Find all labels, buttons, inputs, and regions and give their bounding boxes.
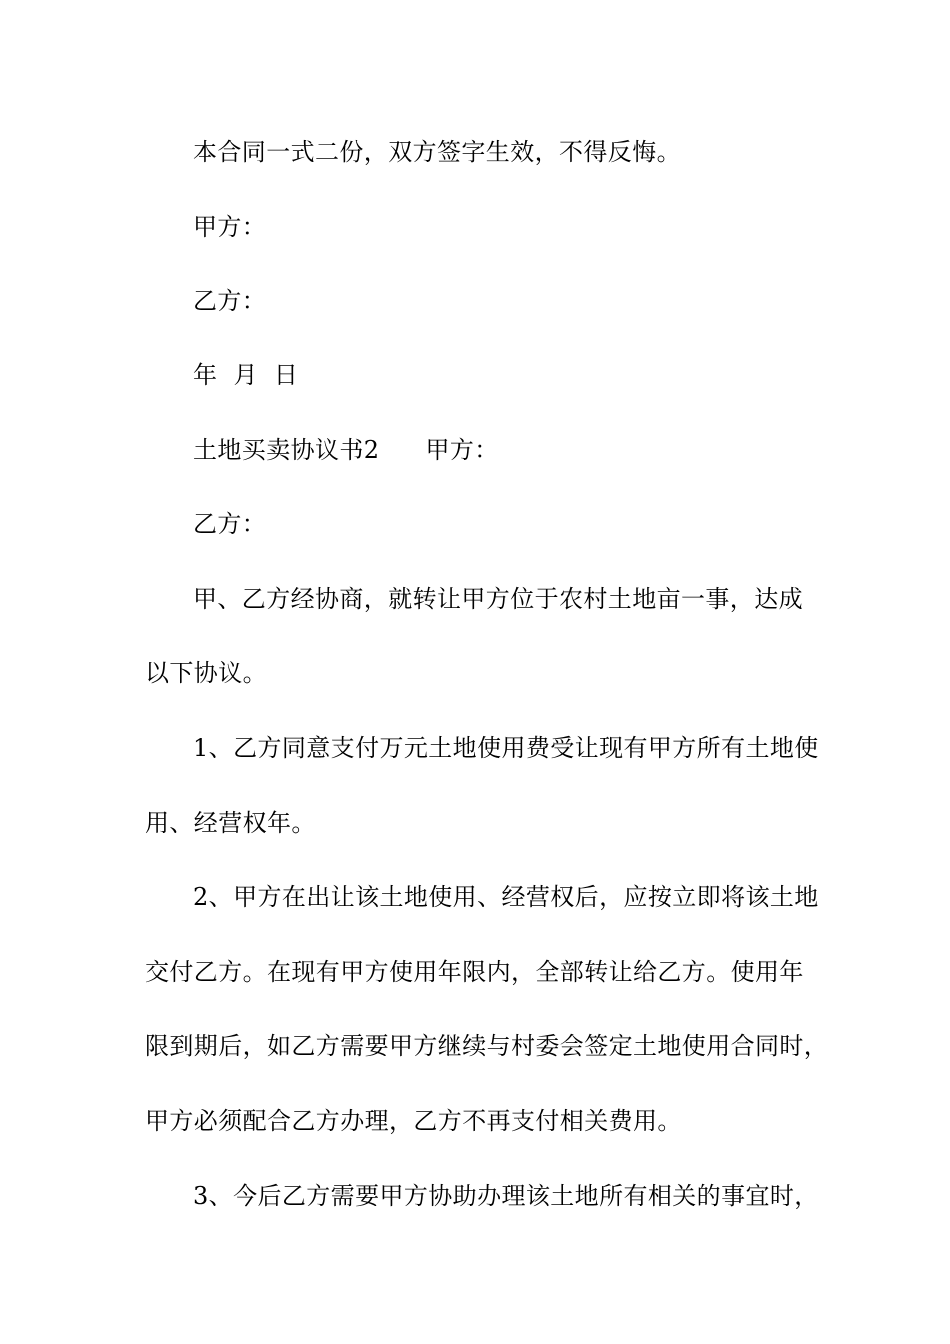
clause-3-line-1: 3、今后乙方需要甲方协助办理该土地所有相关的事宜时， bbox=[193, 1182, 819, 1210]
date-line: 年 月 日 bbox=[193, 361, 299, 389]
party-b-label: 乙方： bbox=[193, 287, 267, 315]
agreement-title-row bbox=[193, 435, 499, 465]
party-a-label: 甲方： bbox=[193, 213, 267, 241]
intro-paragraph-line-2: 以下协议。 bbox=[145, 659, 267, 687]
paragraph-copies-clause: 本合同一式二份，双方签字生效，不得反悔。 bbox=[193, 138, 681, 166]
intro-paragraph-line-1: 甲、乙方经协商，就转让甲方位于农村土地亩一事，达成 bbox=[193, 585, 803, 613]
agreement-title: 土地买卖协议书2 bbox=[193, 436, 380, 464]
party-b-label-2: 乙方： bbox=[193, 510, 267, 538]
clause-2-line-3: 限到期后，如乙方需要甲方继续与村委会签定土地使用合同时， bbox=[145, 1032, 829, 1060]
clause-2-line-1: 2、甲方在出让该土地使用、经营权后，应按立即将该土地 bbox=[193, 883, 819, 911]
clause-2-line-4: 甲方必须配合乙方办理，乙方不再支付相关费用。 bbox=[145, 1107, 682, 1135]
party-a-label-2: 甲方： bbox=[425, 436, 499, 464]
clause-2-line-2: 交付乙方。在现有甲方使用年限内，全部转让给乙方。使用年 bbox=[145, 958, 804, 986]
clause-1-line-1: 1、乙方同意支付万元土地使用费受让现有甲方所有土地使 bbox=[193, 734, 819, 762]
clause-1-line-2: 用、经营权年。 bbox=[145, 809, 316, 837]
